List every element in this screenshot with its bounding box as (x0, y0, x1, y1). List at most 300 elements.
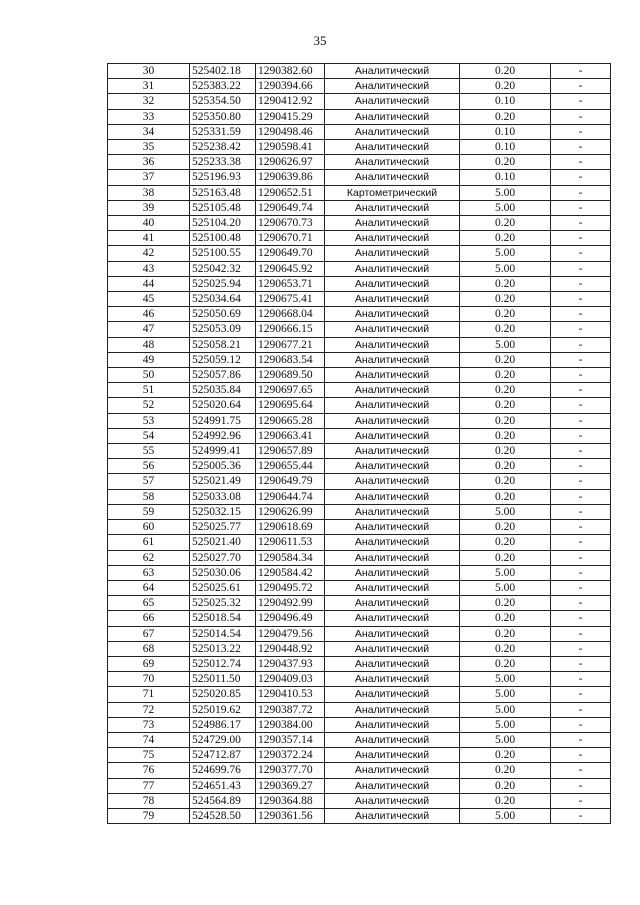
table-row (108, 413, 611, 428)
description-cell: - (551, 808, 611, 823)
point-number-cell: 54 (108, 428, 190, 443)
point-number-cell: 76 (108, 763, 190, 778)
y-coordinate-cell: 1290639.86 (256, 170, 325, 185)
x-coordinate-cell: 525105.48 (190, 200, 256, 215)
accuracy-cell: 0.20 (460, 459, 551, 474)
x-coordinate-cell: 525032.15 (190, 504, 256, 519)
point-number-cell: 40 (108, 216, 190, 231)
description-cell: - (551, 276, 611, 291)
y-coordinate-cell: 1290387.72 (256, 702, 325, 717)
point-number-cell: 46 (108, 307, 190, 322)
description-cell: - (551, 444, 611, 459)
table-row (108, 79, 611, 94)
x-coordinate-cell: 525059.12 (190, 352, 256, 367)
point-number-cell: 33 (108, 109, 190, 124)
x-coordinate-cell: 525383.22 (190, 79, 256, 94)
method-cell: Аналитический (325, 489, 460, 504)
y-coordinate-cell: 1290492.99 (256, 596, 325, 611)
x-coordinate-cell: 524699.76 (190, 763, 256, 778)
table-row (108, 109, 611, 124)
accuracy-cell: 5.00 (460, 580, 551, 595)
description-cell: - (551, 155, 611, 170)
y-coordinate-cell: 1290652.51 (256, 185, 325, 200)
y-coordinate-cell: 1290357.14 (256, 732, 325, 747)
point-number-cell: 32 (108, 94, 190, 109)
method-cell: Аналитический (325, 596, 460, 611)
description-cell: - (551, 368, 611, 383)
accuracy-cell: 0.20 (460, 307, 551, 322)
point-number-cell: 58 (108, 489, 190, 504)
method-cell: Аналитический (325, 535, 460, 550)
coordinates-table (107, 63, 611, 824)
description-cell: - (551, 124, 611, 139)
point-number-cell: 30 (108, 64, 190, 79)
y-coordinate-cell: 1290448.92 (256, 641, 325, 656)
method-cell: Аналитический (325, 565, 460, 580)
accuracy-cell: 0.20 (460, 550, 551, 565)
description-cell: - (551, 778, 611, 793)
point-number-cell: 59 (108, 504, 190, 519)
accuracy-cell: 0.20 (460, 626, 551, 641)
accuracy-cell: 5.00 (460, 808, 551, 823)
point-number-cell: 49 (108, 352, 190, 367)
x-coordinate-cell: 525005.36 (190, 459, 256, 474)
method-cell: Аналитический (325, 216, 460, 231)
x-coordinate-cell: 525350.80 (190, 109, 256, 124)
description-cell: - (551, 383, 611, 398)
x-coordinate-cell: 525238.42 (190, 140, 256, 155)
table-row (108, 428, 611, 443)
table-row (108, 368, 611, 383)
y-coordinate-cell: 1290415.29 (256, 109, 325, 124)
description-cell: - (551, 535, 611, 550)
y-coordinate-cell: 1290382.60 (256, 64, 325, 79)
table-row (108, 641, 611, 656)
description-cell: - (551, 504, 611, 519)
y-coordinate-cell: 1290412.92 (256, 94, 325, 109)
x-coordinate-cell: 525025.94 (190, 276, 256, 291)
method-cell: Аналитический (325, 94, 460, 109)
description-cell: - (551, 185, 611, 200)
description-cell: - (551, 216, 611, 231)
x-coordinate-cell: 525163.48 (190, 185, 256, 200)
table-row (108, 383, 611, 398)
description-cell: - (551, 580, 611, 595)
x-coordinate-cell: 524992.96 (190, 428, 256, 443)
y-coordinate-cell: 1290611.53 (256, 535, 325, 550)
x-coordinate-cell: 525030.06 (190, 565, 256, 580)
accuracy-cell: 0.20 (460, 596, 551, 611)
coordinates-table-body (108, 64, 611, 824)
accuracy-cell: 5.00 (460, 504, 551, 519)
table-row (108, 231, 611, 246)
accuracy-cell: 5.00 (460, 717, 551, 732)
table-row (108, 611, 611, 626)
y-coordinate-cell: 1290598.41 (256, 140, 325, 155)
method-cell: Аналитический (325, 504, 460, 519)
table-row (108, 216, 611, 231)
accuracy-cell: 5.00 (460, 672, 551, 687)
accuracy-cell: 0.20 (460, 398, 551, 413)
x-coordinate-cell: 525019.62 (190, 702, 256, 717)
y-coordinate-cell: 1290644.74 (256, 489, 325, 504)
accuracy-cell: 5.00 (460, 185, 551, 200)
point-number-cell: 60 (108, 520, 190, 535)
point-number-cell: 36 (108, 155, 190, 170)
description-cell: - (551, 611, 611, 626)
table-row (108, 140, 611, 155)
accuracy-cell: 5.00 (460, 261, 551, 276)
description-cell: - (551, 641, 611, 656)
point-number-cell: 78 (108, 793, 190, 808)
y-coordinate-cell: 1290645.92 (256, 261, 325, 276)
accuracy-cell: 5.00 (460, 687, 551, 702)
method-cell: Аналитический (325, 307, 460, 322)
table-row (108, 261, 611, 276)
accuracy-cell: 0.20 (460, 413, 551, 428)
table-row (108, 763, 611, 778)
accuracy-cell: 5.00 (460, 337, 551, 352)
table-row (108, 732, 611, 747)
method-cell: Аналитический (325, 200, 460, 215)
description-cell: - (551, 94, 611, 109)
accuracy-cell: 0.20 (460, 322, 551, 337)
description-cell: - (551, 763, 611, 778)
accuracy-cell: 0.20 (460, 64, 551, 79)
y-coordinate-cell: 1290384.00 (256, 717, 325, 732)
table-row (108, 337, 611, 352)
method-cell: Картометрический (325, 185, 460, 200)
point-number-cell: 57 (108, 474, 190, 489)
table-row (108, 808, 611, 823)
table-row (108, 656, 611, 671)
point-number-cell: 63 (108, 565, 190, 580)
y-coordinate-cell: 1290495.72 (256, 580, 325, 595)
method-cell: Аналитический (325, 778, 460, 793)
table-row (108, 352, 611, 367)
x-coordinate-cell: 524528.50 (190, 808, 256, 823)
x-coordinate-cell: 525012.74 (190, 656, 256, 671)
y-coordinate-cell: 1290479.56 (256, 626, 325, 641)
point-number-cell: 62 (108, 550, 190, 565)
description-cell: - (551, 352, 611, 367)
description-cell: - (551, 413, 611, 428)
table-row (108, 155, 611, 170)
x-coordinate-cell: 525053.09 (190, 322, 256, 337)
point-number-cell: 66 (108, 611, 190, 626)
method-cell: Аналитический (325, 763, 460, 778)
method-cell: Аналитический (325, 641, 460, 656)
method-cell: Аналитический (325, 109, 460, 124)
table-row (108, 94, 611, 109)
y-coordinate-cell: 1290695.64 (256, 398, 325, 413)
table-row (108, 459, 611, 474)
method-cell: Аналитический (325, 474, 460, 489)
point-number-cell: 44 (108, 276, 190, 291)
method-cell: Аналитический (325, 261, 460, 276)
table-row (108, 702, 611, 717)
method-cell: Аналитический (325, 337, 460, 352)
method-cell: Аналитический (325, 626, 460, 641)
accuracy-cell: 0.20 (460, 748, 551, 763)
method-cell: Аналитический (325, 732, 460, 747)
accuracy-cell: 0.20 (460, 352, 551, 367)
accuracy-cell: 0.20 (460, 428, 551, 443)
method-cell: Аналитический (325, 748, 460, 763)
description-cell: - (551, 459, 611, 474)
y-coordinate-cell: 1290653.71 (256, 276, 325, 291)
description-cell: - (551, 672, 611, 687)
table-row (108, 565, 611, 580)
table-row (108, 778, 611, 793)
table-row (108, 398, 611, 413)
point-number-cell: 43 (108, 261, 190, 276)
point-number-cell: 73 (108, 717, 190, 732)
accuracy-cell: 5.00 (460, 732, 551, 747)
point-number-cell: 42 (108, 246, 190, 261)
description-cell: - (551, 231, 611, 246)
x-coordinate-cell: 525196.93 (190, 170, 256, 185)
description-cell: - (551, 292, 611, 307)
method-cell: Аналитический (325, 246, 460, 261)
table-row (108, 292, 611, 307)
y-coordinate-cell: 1290649.79 (256, 474, 325, 489)
y-coordinate-cell: 1290372.24 (256, 748, 325, 763)
accuracy-cell: 0.20 (460, 520, 551, 535)
method-cell: Аналитический (325, 444, 460, 459)
point-number-cell: 39 (108, 200, 190, 215)
accuracy-cell: 0.20 (460, 368, 551, 383)
y-coordinate-cell: 1290657.89 (256, 444, 325, 459)
x-coordinate-cell: 525058.21 (190, 337, 256, 352)
point-number-cell: 47 (108, 322, 190, 337)
method-cell: Аналитический (325, 79, 460, 94)
description-cell: - (551, 261, 611, 276)
x-coordinate-cell: 524999.41 (190, 444, 256, 459)
y-coordinate-cell: 1290649.70 (256, 246, 325, 261)
method-cell: Аналитический (325, 140, 460, 155)
point-number-cell: 52 (108, 398, 190, 413)
table-row (108, 580, 611, 595)
accuracy-cell: 0.10 (460, 140, 551, 155)
accuracy-cell: 0.20 (460, 292, 551, 307)
y-coordinate-cell: 1290689.50 (256, 368, 325, 383)
y-coordinate-cell: 1290655.44 (256, 459, 325, 474)
y-coordinate-cell: 1290409.03 (256, 672, 325, 687)
method-cell: Аналитический (325, 170, 460, 185)
accuracy-cell: 5.00 (460, 702, 551, 717)
accuracy-cell: 0.20 (460, 656, 551, 671)
table-row (108, 170, 611, 185)
y-coordinate-cell: 1290364.88 (256, 793, 325, 808)
method-cell: Аналитический (325, 611, 460, 626)
method-cell: Аналитический (325, 352, 460, 367)
accuracy-cell: 0.20 (460, 155, 551, 170)
y-coordinate-cell: 1290675.41 (256, 292, 325, 307)
x-coordinate-cell: 524986.17 (190, 717, 256, 732)
method-cell: Аналитический (325, 656, 460, 671)
accuracy-cell: 0.20 (460, 474, 551, 489)
table-row (108, 489, 611, 504)
y-coordinate-cell: 1290697.65 (256, 383, 325, 398)
method-cell: Аналитический (325, 322, 460, 337)
y-coordinate-cell: 1290496.49 (256, 611, 325, 626)
x-coordinate-cell: 525025.61 (190, 580, 256, 595)
description-cell: - (551, 687, 611, 702)
description-cell: - (551, 550, 611, 565)
accuracy-cell: 0.10 (460, 124, 551, 139)
x-coordinate-cell: 525025.77 (190, 520, 256, 535)
method-cell: Аналитический (325, 428, 460, 443)
point-number-cell: 71 (108, 687, 190, 702)
point-number-cell: 31 (108, 79, 190, 94)
point-number-cell: 67 (108, 626, 190, 641)
method-cell: Аналитический (325, 793, 460, 808)
table-row (108, 246, 611, 261)
method-cell: Аналитический (325, 383, 460, 398)
x-coordinate-cell: 525354.50 (190, 94, 256, 109)
x-coordinate-cell: 525027.70 (190, 550, 256, 565)
y-coordinate-cell: 1290369.27 (256, 778, 325, 793)
point-number-cell: 56 (108, 459, 190, 474)
accuracy-cell: 0.20 (460, 109, 551, 124)
accuracy-cell: 5.00 (460, 565, 551, 580)
y-coordinate-cell: 1290498.46 (256, 124, 325, 139)
x-coordinate-cell: 525021.40 (190, 535, 256, 550)
x-coordinate-cell: 525034.64 (190, 292, 256, 307)
table-row (108, 596, 611, 611)
method-cell: Аналитический (325, 64, 460, 79)
x-coordinate-cell: 525021.49 (190, 474, 256, 489)
y-coordinate-cell: 1290677.21 (256, 337, 325, 352)
point-number-cell: 37 (108, 170, 190, 185)
y-coordinate-cell: 1290361.56 (256, 808, 325, 823)
x-coordinate-cell: 525020.64 (190, 398, 256, 413)
description-cell: - (551, 474, 611, 489)
method-cell: Аналитический (325, 459, 460, 474)
table-row (108, 672, 611, 687)
x-coordinate-cell: 525104.20 (190, 216, 256, 231)
description-cell: - (551, 170, 611, 185)
accuracy-cell: 0.20 (460, 444, 551, 459)
table-row (108, 748, 611, 763)
point-number-cell: 34 (108, 124, 190, 139)
method-cell: Аналитический (325, 672, 460, 687)
accuracy-cell: 0.20 (460, 276, 551, 291)
method-cell: Аналитический (325, 398, 460, 413)
description-cell: - (551, 64, 611, 79)
y-coordinate-cell: 1290618.69 (256, 520, 325, 535)
description-cell: - (551, 793, 611, 808)
point-number-cell: 79 (108, 808, 190, 823)
x-coordinate-cell: 525035.84 (190, 383, 256, 398)
y-coordinate-cell: 1290437.93 (256, 656, 325, 671)
point-number-cell: 65 (108, 596, 190, 611)
description-cell: - (551, 489, 611, 504)
x-coordinate-cell: 524991.75 (190, 413, 256, 428)
description-cell: - (551, 200, 611, 215)
y-coordinate-cell: 1290665.28 (256, 413, 325, 428)
x-coordinate-cell: 525050.69 (190, 307, 256, 322)
table-row (108, 793, 611, 808)
point-number-cell: 48 (108, 337, 190, 352)
x-coordinate-cell: 525013.22 (190, 641, 256, 656)
y-coordinate-cell: 1290649.74 (256, 200, 325, 215)
description-cell: - (551, 732, 611, 747)
y-coordinate-cell: 1290584.42 (256, 565, 325, 580)
point-number-cell: 69 (108, 656, 190, 671)
method-cell: Аналитический (325, 292, 460, 307)
y-coordinate-cell: 1290663.41 (256, 428, 325, 443)
table-row (108, 307, 611, 322)
x-coordinate-cell: 525057.86 (190, 368, 256, 383)
description-cell: - (551, 626, 611, 641)
table-row (108, 687, 611, 702)
description-cell: - (551, 79, 611, 94)
y-coordinate-cell: 1290377.70 (256, 763, 325, 778)
point-number-cell: 74 (108, 732, 190, 747)
description-cell: - (551, 337, 611, 352)
method-cell: Аналитический (325, 124, 460, 139)
accuracy-cell: 0.10 (460, 170, 551, 185)
description-cell: - (551, 109, 611, 124)
accuracy-cell: 5.00 (460, 246, 551, 261)
method-cell: Аналитический (325, 687, 460, 702)
point-number-cell: 64 (108, 580, 190, 595)
accuracy-cell: 0.20 (460, 641, 551, 656)
description-cell: - (551, 717, 611, 732)
description-cell: - (551, 428, 611, 443)
accuracy-cell: 0.20 (460, 79, 551, 94)
point-number-cell: 55 (108, 444, 190, 459)
point-number-cell: 70 (108, 672, 190, 687)
method-cell: Аналитический (325, 155, 460, 170)
point-number-cell: 53 (108, 413, 190, 428)
method-cell: Аналитический (325, 413, 460, 428)
x-coordinate-cell: 525018.54 (190, 611, 256, 626)
y-coordinate-cell: 1290683.54 (256, 352, 325, 367)
page-number: 35 (313, 33, 327, 48)
accuracy-cell: 0.20 (460, 535, 551, 550)
table-row (108, 504, 611, 519)
accuracy-cell: 0.20 (460, 793, 551, 808)
table-row (108, 550, 611, 565)
description-cell: - (551, 322, 611, 337)
y-coordinate-cell: 1290668.04 (256, 307, 325, 322)
x-coordinate-cell: 524712.87 (190, 748, 256, 763)
table-row (108, 185, 611, 200)
method-cell: Аналитический (325, 702, 460, 717)
y-coordinate-cell: 1290666.15 (256, 322, 325, 337)
method-cell: Аналитический (325, 580, 460, 595)
x-coordinate-cell: 524564.89 (190, 793, 256, 808)
y-coordinate-cell: 1290626.99 (256, 504, 325, 519)
accuracy-cell: 0.20 (460, 231, 551, 246)
table-row (108, 520, 611, 535)
accuracy-cell: 0.20 (460, 383, 551, 398)
table-row (108, 717, 611, 732)
accuracy-cell: 0.20 (460, 778, 551, 793)
x-coordinate-cell: 525100.55 (190, 246, 256, 261)
method-cell: Аналитический (325, 717, 460, 732)
y-coordinate-cell: 1290410.53 (256, 687, 325, 702)
y-coordinate-cell: 1290394.66 (256, 79, 325, 94)
point-number-cell: 35 (108, 140, 190, 155)
point-number-cell: 50 (108, 368, 190, 383)
table-row (108, 444, 611, 459)
x-coordinate-cell: 525014.54 (190, 626, 256, 641)
point-number-cell: 51 (108, 383, 190, 398)
